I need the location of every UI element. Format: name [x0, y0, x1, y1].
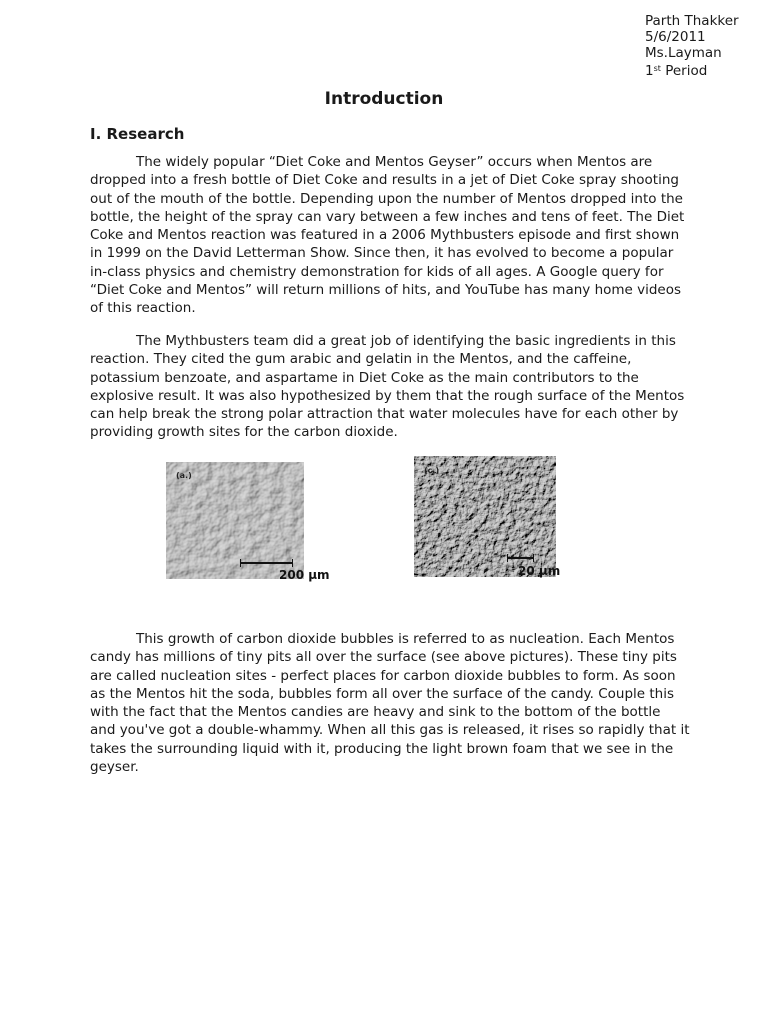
section-heading: I. Research — [90, 125, 185, 143]
period-suffix: st — [653, 64, 661, 73]
paragraph-nucleation — [90, 630, 690, 776]
page-title: Introduction — [324, 89, 444, 109]
paragraph-mythbusters-text: The Mythbusters team did a great job of identifying the basic ingredients in this reaction. They cited the gum arabic and gelatin in the Mentos, and the caffeine, potassium benzoate, and aspartame in Diet Coke as the main contributors to the explosive result. It was also hypothesized by them that the rough surface of the Mentos can help break the strong polar attraction that water molecules have for each other by providing growth sites for the carbon dioxide. — [90, 333, 685, 441]
author-name: Parth Thakker — [645, 13, 739, 29]
paragraph-intro — [90, 153, 690, 318]
micrograph-c-scale-bar — [507, 557, 534, 559]
micrograph-c-scale-label: 20 μm — [518, 564, 561, 578]
micrograph-a-scale-label: 200 μm — [279, 568, 330, 582]
teacher-name: Ms.Layman — [645, 45, 722, 61]
date: 5/6/2011 — [645, 29, 706, 45]
paragraph-intro-text: The widely popular “Diet Coke and Mentos Geyser” occurs when Mentos are dropped into a fresh bottle of Diet Coke and results in a jet of Diet Coke spray shooting out of the mouth of the bottle. Depending upon the number of Mentos dropped into the bottle, the height of the spray can vary between a few inches and tens of feet. The Diet Coke and Mentos reaction was featured in a 2006 Mythbusters episode and first shown in 1999 on the David Letterman Show. Since then, it has evolved to become a popular in-class physics and chemistry demonstration for kids of all ages. A Google query for “Diet Coke and Mentos” will return millions of hits, and YouTube has many home videos of this reaction. — [90, 154, 685, 317]
micrograph-a-scale-bar — [240, 562, 293, 564]
paragraph-nucleation-text: This growth of carbon dioxide bubbles is referred to as nucleation. Each Mentos candy has millions of tiny pits all over the surface (see above pictures). These tiny pits are called nucleation sites - perfect places for carbon dioxide bubbles to form. As soon as the Mentos hit the soda, bubbles form all over the surface of the candy. Couple this with the fact that the Mentos candies are heavy and sink to the bottom of the bottle and you've got a double-whammy. When all this gas is released, it rises so rapidly that it takes the surrounding liquid with it, producing the light brown foam that we see in the geyser. — [90, 631, 690, 776]
micrograph-c-label: (c.) — [424, 466, 440, 475]
header-block — [645, 13, 739, 79]
class-period — [645, 61, 739, 79]
micrograph-a-label: (a.) — [176, 471, 192, 480]
period-number: 1 — [645, 63, 654, 79]
paragraph-mythbusters — [90, 332, 690, 442]
period-word: Period — [665, 63, 708, 79]
